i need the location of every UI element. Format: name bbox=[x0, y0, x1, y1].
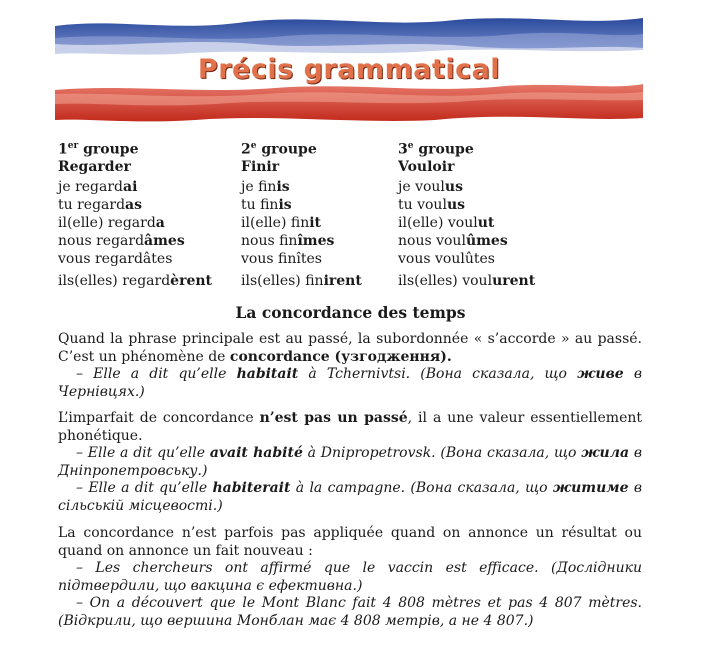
paragraph-text: L’imparfait de concordance n’est pas un passé, il a une valeur essentiellement phonétique. bbox=[58, 410, 643, 444]
conj-row: il(elle) finit bbox=[241, 215, 322, 231]
conj-row: je voulus bbox=[398, 179, 463, 195]
verb-infinitive: Finir bbox=[241, 159, 280, 175]
conj-row: vous voulûtes bbox=[398, 251, 495, 267]
example-sentence: – Les chercheurs ont affirmé que le vaccin est efficace. (Дослідники підтвердили, що вакцина є ефективна.) bbox=[58, 560, 642, 594]
conj-row: nous regardâmes bbox=[58, 233, 185, 249]
section-title: La concordance des temps bbox=[235, 303, 466, 322]
paragraph-exceptions bbox=[58, 525, 642, 630]
conj-column-3 bbox=[398, 136, 535, 290]
example-sentence: – Elle a dit qu’elle habiterait à la campagne. (Вона сказала, що житиме в сільській місцевості.) bbox=[58, 480, 642, 514]
verb-infinitive: Regarder bbox=[58, 159, 131, 175]
conj-row: tu voulus bbox=[398, 197, 465, 213]
group-heading: 2e groupe bbox=[241, 141, 317, 158]
paragraph-imparfait bbox=[58, 410, 642, 515]
conj-row: il(elle) regarda bbox=[58, 215, 165, 231]
banner-title: Précis grammatical bbox=[197, 54, 501, 85]
group-heading: 3e groupe bbox=[398, 141, 474, 158]
conj-row: nous voulûmes bbox=[398, 233, 508, 249]
conj-row: vous finîtes bbox=[241, 251, 322, 267]
paragraph-text: Quand la phrase principale est au passé, la subordonnée « s’accorde » au passé. C’est un phénomène de concordance (узгодження). bbox=[58, 331, 642, 365]
conj-row: je regardai bbox=[58, 179, 138, 195]
example-sentence: – Elle a dit qu’elle habitait à Tchernivtsi. (Вона сказала, що живе в Чернівцях.) bbox=[58, 366, 642, 400]
conj-row: tu regardas bbox=[58, 197, 142, 213]
conj-row: nous finîmes bbox=[241, 233, 335, 249]
group-heading: 1er groupe bbox=[58, 141, 139, 158]
conj-row: vous regardâtes bbox=[58, 251, 173, 267]
title-banner bbox=[55, 14, 643, 124]
paragraph-text: La concordance n’est parfois pas appliquée quand on annonce un résultat ou quand on annonce un fait nouveau : bbox=[58, 525, 642, 559]
paragraph-concordance bbox=[58, 331, 642, 401]
conj-row: ils(elles) regardèrent bbox=[58, 273, 213, 289]
conj-column-1 bbox=[58, 136, 212, 290]
conj-row: tu finis bbox=[241, 197, 292, 213]
conj-row: ils(elles) voulurent bbox=[398, 273, 536, 289]
conj-row: je finis bbox=[241, 179, 290, 195]
conj-column-2 bbox=[241, 136, 362, 290]
verb-infinitive: Vouloir bbox=[398, 159, 455, 175]
example-sentence: – Elle a dit qu’elle avait habité à Dnipropetrovsk. (Вона сказала, що жила в Дніпропетровську.) bbox=[58, 445, 642, 479]
conj-row: ils(elles) finirent bbox=[241, 273, 362, 289]
conj-row: il(elle) voulut bbox=[398, 215, 495, 231]
example-sentence: – On a découvert que le Mont Blanc fait 4 808 mètres et pas 4 807 mètres. (Відкрили, що вершина Монблан має 4 808 метрів, а не 4 807.) bbox=[58, 595, 642, 629]
